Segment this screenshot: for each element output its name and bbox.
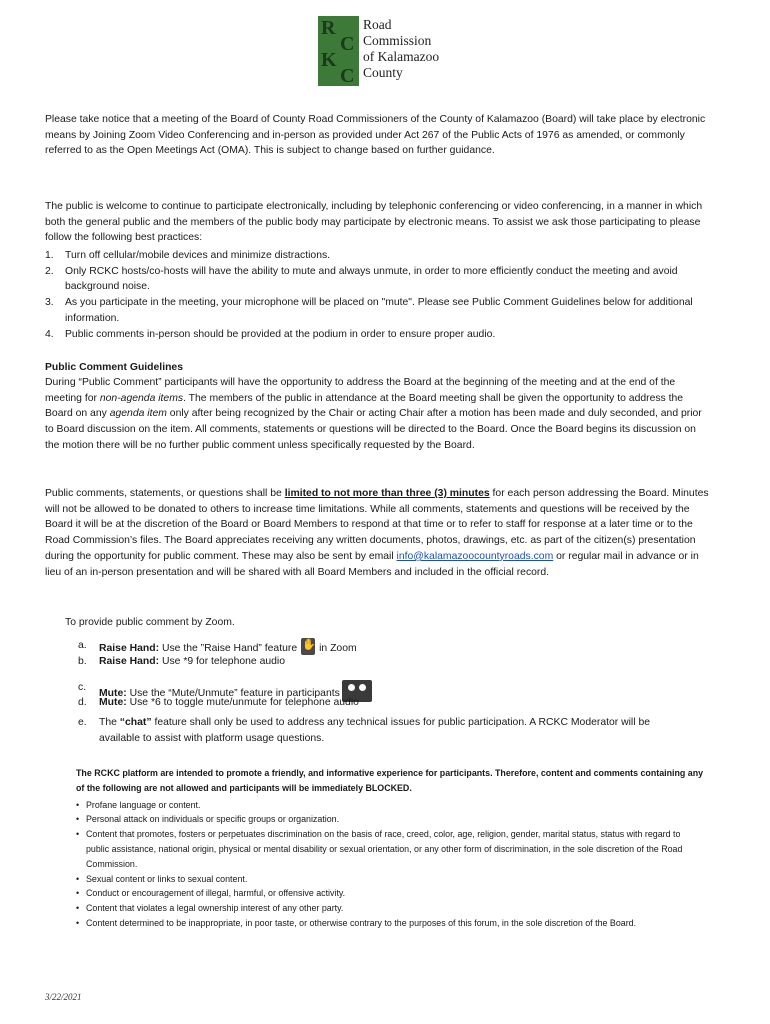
list-item: 2. Only RCKC hosts/co-hosts will have the ability to mute and always unmute, in order to more efficiently conduct the meeting and avoid background noise.: [45, 265, 678, 293]
best-practices-list: [45, 248, 695, 342]
list-item: • Conduct or encouragement of illegal, harmful, or offensive activity.: [76, 886, 706, 901]
list-item: 4. Public comments in-person should be provided at the podium in order to ensure proper audio.: [45, 328, 496, 340]
rckc-logo: [318, 16, 458, 88]
logo-wordmark: [363, 17, 439, 81]
zoom-intro: To provide public comment by Zoom.: [65, 617, 235, 628]
logo-letter: R: [321, 17, 336, 39]
emphasis: non-agenda items: [99, 392, 184, 404]
logo-line: County: [363, 65, 403, 80]
logo-letter: K: [321, 49, 337, 71]
list-item: • Content determined to be inappropriate, in poor taste, or otherwise contrary to the purposes of this forum, in the sole discretion of the Board.: [76, 916, 706, 931]
platform-intro: The RCKC platform are intended to promote a friendly, and informative experience for participants. Therefore, content and comments containing any of the following are not allowed and participants will be immediately BLOCKED.: [76, 768, 704, 793]
list-item: 1. Turn off cellular/mobile devices and minimize distractions.: [45, 250, 331, 261]
list-item: • Profane language or content.: [76, 798, 706, 813]
time-limit-emphasis: limited to not more than three (3) minutes: [284, 488, 490, 499]
list-item: 3. As you participate in the meeting, your microphone will be placed on "mute". Please see Public Comment Guidelines below for additional information.: [45, 297, 693, 324]
meeting-notice: Please take notice that a meeting of the Board of County Road Commissioners of the County of Kalamazoo (Board) will take place by electronic means by Joining Zoom Video Conferencing and in-person as provided under Act 267 of the Public Acts of 1976 as amended, or commonly referred to as the Open Meetings Act (OMA). This is subject to change based on further guidance.: [45, 114, 706, 157]
time-limit-paragraph: Public comments, statements, or questions shall be limited to not more than three (3) minutes for each person addressing the Board. Minutes will not be allowed to be donated to others to increase time limitations. While all comments, statements and questions will be received by the Board it will be at the discretion of the Board or Board Members to respond at that time or to refer to staff for response at a later time or to the Road Commission’s files. The Board appreciates receiving any written documents, photos, drawings, etc. as part of the citizen(s) presentation during the opportunity for public comment. These may also be sent by email info@kalamazoocountyroads.com or regular mail in advance or in lieu of an in-person presentation and will be shared with all Board Members and included in the official record.: [45, 488, 709, 578]
logo-line: of Kalamazoo: [363, 49, 440, 64]
platform-rules: [76, 766, 706, 931]
logo-line: Road: [363, 17, 392, 32]
guidelines-heading: Public Comment Guidelines: [45, 362, 183, 373]
list-item: e. The “chat” feature shall only be used to address any technical issues for public participation. A RCKC Moderator will be available to assist with platform usage questions.: [78, 717, 650, 744]
raise-hand-icon: [301, 638, 315, 655]
list-item: • Content that promotes, fosters or perpetuates discrimination on the basis of race, creed, color, age, religion, gender, marital status, status with regard to public assistance, national origin, physical or mental disability or sexual orientation, or any other form of discrimination, in the sole discretion of the Road Commission.: [76, 827, 706, 871]
logo-letter: C: [340, 65, 355, 87]
logo-letter: C: [340, 33, 355, 55]
list-item: • Personal attack on individuals or specific groups or organization.: [76, 812, 706, 827]
email-link[interactable]: info@kalamazoocountyroads.com: [396, 550, 554, 562]
participation-welcome: The public is welcome to continue to participate electronically, including by telephonic conferencing or video conferencing, in a manner in which both the general public and the members of the public body may participate by electronic means. To assist we ask those participating to please follow the following best practices:: [45, 201, 703, 244]
document-page: R C K C Road Commission of Kalamazoo County Please take notice that a meeting of the Board of County Road Commissioners of the County of Kalamazoo (Board) will take place by electronic means by Joining Zoom Video Conferencing and in-person as provided under Act 267 of the Public Acts of 1976 as amended, or commonly referred to as the Open Meetings Act (OMA). This is subject to change based on further guidance. The public is welcome to continue to participate electronically, including by telephonic conferencing or video conferencing, in a manner in which both the general public and the members of the public body may participate by electronic means. To assist we ask those participating to please follow the following best practices: 1. Turn off cellular/mobile devices and minimize distractions. 2. Only RCKC hosts/co-hosts will have the ability to mute and always unmute, in order to more efficiently conduct the meeting and avoid background noise. 3. As you participate in the meeting, your microphone will be placed on "mute". Please see Public Comment Guidelines below for additional information. 4. Public comments in-person should be provided at the podium in order to ensure proper audio. Public Comment Guidelines During “Public Comment” participants will have the opportunity to address the Board at the beginning of the meeting and at the end of the meeting for non-agenda items. The members of the public in attendance at the Board meeting shall be given the opportunity to address the Board on any agenda item only after being recognized by the Chair or acting Chair after a motion has been made and duly seconded, and prior to Board discussion on the item. All comments, statements or questions will be directed to the Board. Once the Board begins its discussion on the motion there will be no further public comment unless specifically requested by the Board. Public comments, statements, or questions shall be limited to not more than three (3) minutes for each person addressing the Board. Minutes will not be allowed to be donated to others to increase time limitations. While all comments, statements and questions will be received by the Board it will be at the discretion of the Board or Board Members to respond at that time or to refer to staff for response at a later time or to the Road Commission’s files. The Board appreciates receiving any written documents, photos, drawings, etc. as part of the citizen(s) presentation during the opportunity for public comment. These may also be sent by email info@kalamazoocountyroads.com or regular mail in advance or in lieu of an in-person presentation and will be shared with all Board Members and included in the official record. To provide public comment by Zoom. a. Raise Hand: Use the ”Raise Hand” feature✋ in Zoom b. Raise Hand: Use *9 for telephone audio c. Mute: Use the “Mute/Unmute” feature in participants d. Mute: Use *6 to toggle mute/unmute for telephone audio e. The “chat” feature shall only be used to address any technical issues for public participation. A RCKC Moderator will be available to assist with platform usage questions. The RCKC platform are intended to promote a friendly, and informative experience for participants. Therefore, content and comments containing any of the following are not allowed and participants will be immediately BLOCKED. • Profane language or content. • Personal attack on individuals or specific groups or organization. • Content that promotes, fosters or perpetuates discrimination on the basis of race, creed, color, age, religion, gender, marital status, status with regard to public assistance, national origin, physical or mental disability or sexual orientation, or any other form of discrimination, in the sole discretion of the Road Commission. • Sexual content or links to sexual content. • Conduct or encouragement of illegal, harmful, or offensive activity. • Content that violates a legal ownership interest of any other party. • Content determined to be inappropriate, in poor taste, or otherwise contrary to the purposes of this forum, in the sole discretion of the Board. 3/22/2021: [0, 0, 770, 1024]
document-date: 3/22/2021: [45, 992, 82, 1002]
emphasis: agenda item: [109, 408, 167, 420]
list-item: • Sexual content or links to sexual content.: [76, 872, 706, 887]
blocked-content-list: [76, 798, 706, 931]
logo-line: Commission: [363, 33, 432, 48]
list-item: • Content that violates a legal ownership interest of any other party.: [76, 901, 706, 916]
guidelines-paragraph: During “Public Comment” participants will have the opportunity to address the Board at the beginning of the meeting and at the end of the meeting for non-agenda items. The members of the public in attendance at the Board meeting shall be given the opportunity to address the Board on any agenda item only after being recognized by the Chair or acting Chair after a motion has been made and duly seconded, and prior to Board discussion on the item. All comments, statements or questions will be directed to the Board. Once the Board begins its discussion on the motion there will be no further public comment unless specifically requested by the Board.: [45, 377, 702, 451]
